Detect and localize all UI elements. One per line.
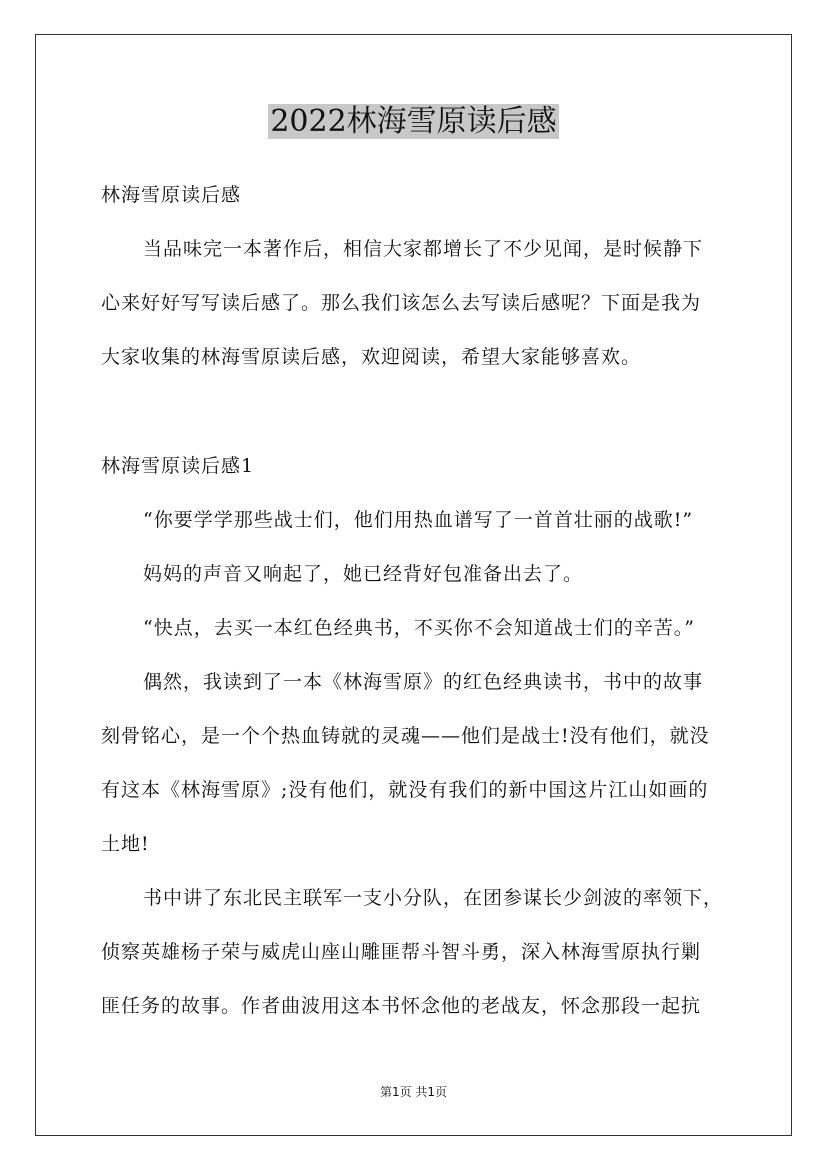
section-heading: 林海雪原读后感1: [101, 455, 255, 477]
body-line-5: 刻骨铭心，是一个个热血铸就的灵魂——他们是战士!没有他们，就没: [101, 725, 710, 747]
page-footer: 第1页 共1页: [379, 1085, 448, 1099]
body-line-8: 书中讲了东北民主联军一支小分队，在团参谋长少剑波的率领下，: [143, 887, 724, 909]
document-subtitle: 林海雪原读后感: [101, 184, 242, 206]
body-line-3: “快点，去买一本红色经典书，不买你不会知道战士们的辛苦。”: [143, 617, 695, 639]
intro-line-2: 心来好好写写读后感了。那么我们该怎么去写读后感呢？下面是我为: [101, 292, 702, 314]
body-line-9: 侦察英雄杨子荣与威虎山座山雕匪帮斗智斗勇，深入林海雪原执行剿: [101, 941, 702, 963]
body-line-4: 偶然，我读到了一本《林海雪原》的红色经典读书，书中的故事: [143, 671, 704, 693]
body-line-1: “你要学学那些战士们，他们用热血谱写了一首首壮丽的战歌!”: [143, 509, 694, 531]
body-line-10: 匪任务的故事。作者曲波用这本书怀念他的老战友，怀念那段一起抗: [101, 995, 702, 1017]
intro-line-3: 大家收集的林海雪原读后感，欢迎阅读，希望大家能够喜欢。: [101, 346, 642, 368]
intro-line-1: 当品味完一本著作后，相信大家都增长了不少见闻，是时候静下: [143, 238, 704, 260]
body-line-2: 妈妈的声音又响起了，她已经背好包准备出去了。: [143, 563, 584, 585]
document-title-text: 2022林海雪原读后感: [270, 104, 557, 139]
body-line-6: 有这本《林海雪原》;没有他们，就没有我们的新中国这片江山如画的: [101, 779, 709, 801]
body-line-7: 土地!: [101, 833, 150, 855]
document-title: [0, 101, 827, 143]
